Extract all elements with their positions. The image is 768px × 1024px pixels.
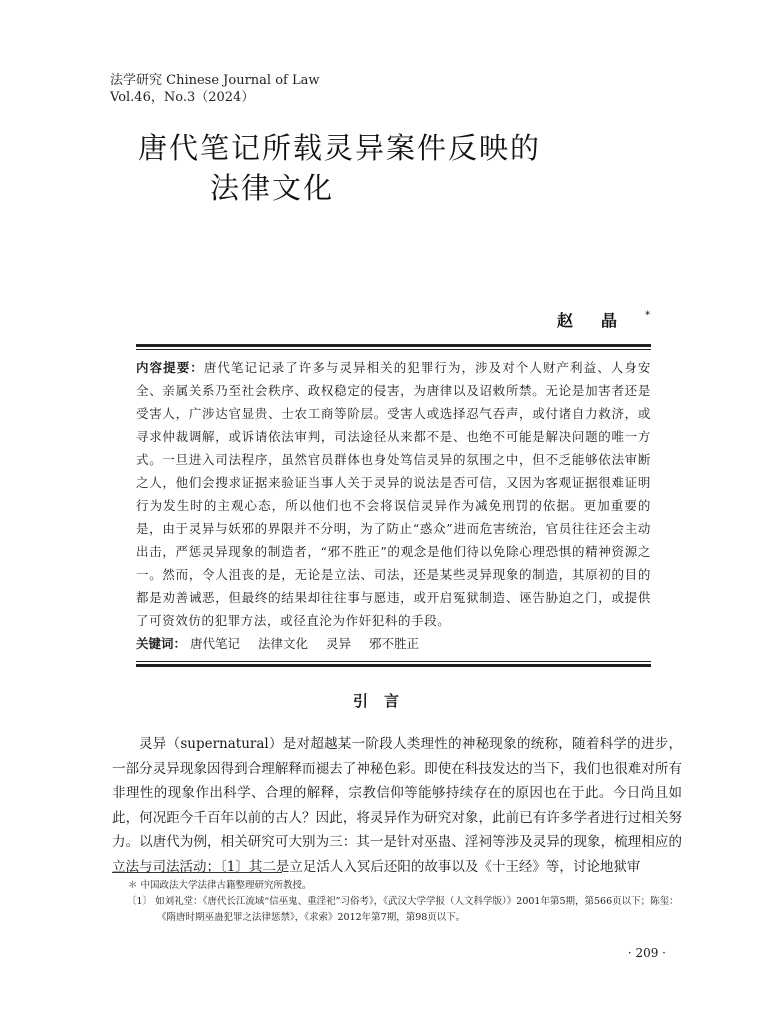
- abstract-bottom-rule-thin: [136, 661, 651, 662]
- author-footnote-mark: *: [645, 309, 650, 321]
- footnote-rule: [112, 872, 282, 873]
- author: [557, 308, 650, 331]
- journal-volume: Vol.46，No.3（2024）: [110, 90, 255, 105]
- abstract-box: [136, 344, 651, 667]
- section-heading: 引言: [352, 692, 415, 710]
- keywords: [136, 632, 651, 655]
- footnote-1: 〔1〕 如刘礼堂：《唐代长江流域“信巫鬼、重淫祀”习俗考》，《武汉大学学报（人文科学版）》2001年第5期，第566页以下；陈玺：《隋唐时期巫蛊犯罪之法律惩禁》，《求索》2012年第7期，第98页以下。: [127, 896, 679, 923]
- abstract-bottom-rule: [136, 664, 651, 667]
- keyword-item: 法律文化: [258, 636, 309, 651]
- footnotes: [112, 878, 682, 926]
- article-title: [138, 128, 541, 208]
- footnote-author: ＊ 中国政法大学法律古籍整理研究所教授。: [128, 880, 312, 891]
- keyword-item: 唐代笔记: [190, 636, 241, 651]
- abstract-top-rule-thin: [136, 349, 651, 350]
- body-paragraph: 灵异（supernatural）是对超越某一阶段人类理性的神秘现象的统称，随着科学的进步，一部分灵异现象因得到合理解释而褪去了神秘色彩。即使在科技发达的当下，我们也很难对所有非理性的现象作出科学、合理的解释，宗教信仰等能够持续存在的原因也在于此。今日尚且如此，何况距今千百年以前的古人？因此，将灵异作为研究对象，此前已有许多学者进行过相关努力。以唐代为例，相关研究可大别为三：其一是针对巫蛊、淫祠等涉及灵异的现象，梳理相应的立法与司法活动；〔1〕其二是立足活人入冥后还阳的故事以及《十王经》等，讨论地狱审: [112, 736, 682, 875]
- page-number: · 209 ·: [627, 946, 666, 960]
- keywords-label: 关键词：: [136, 636, 187, 651]
- abstract-label: 内容提要：: [136, 360, 204, 375]
- author-name: 赵晶: [556, 311, 645, 330]
- abstract-text: 唐代笔记记录了许多与灵异相关的犯罪行为，涉及对个人财产利益、人身安全、亲属关系乃至社会秩序、政权稳定的侵害，为唐律以及诏敕所禁。无论是加害者还是受害人，广涉达官显贵、士农工商等阶层。受害人或选择忍气吞声，或付诸自力救济，或寻求仲裁调解，或诉请依法审判，司法途径从来都不是、也绝不可能是解决问题的唯一方式。一旦进入司法程序，虽然官员群体也身处笃信灵异的氛围之中，但不乏能够依法审断之人，他们会搜求证据来验证当事人关于灵异的说法是否可信，又因为客观证据很难证明行为发生时的主观心态，所以他们也不会将误信灵异作为减免刑罚的依据。更加重要的是，由于灵异与妖邪的界限并不分明，为了防止“惑众”进而危害统治，官员往往还会主动出击，严惩灵异现象的制造者，“邪不胜正”的观念是他们待以免除心理恐惧的精神资源之一。然而，令人沮丧的是，无论是立法、司法，还是某些灵异现象的制造，其原初的目的都是劝善诫恶，但最终的结果却往往事与愿违，或开启冤狱制造、诬告胁迫之门，或提供了可资效仿的犯罪方法，或径直沦为作奸犯科的手段。: [136, 360, 651, 628]
- keyword-item: 灵异: [326, 636, 352, 651]
- title-line-1: 唐代笔记所载灵异案件反映的: [138, 131, 542, 165]
- abstract: [136, 356, 651, 632]
- abstract-top-rule: [136, 344, 651, 347]
- journal-name: 法学研究 Chinese Journal of Law: [110, 73, 320, 88]
- journal-header: [110, 72, 320, 106]
- title-line-2: 法律文化: [210, 171, 335, 205]
- keyword-item: 邪不胜正: [369, 636, 420, 651]
